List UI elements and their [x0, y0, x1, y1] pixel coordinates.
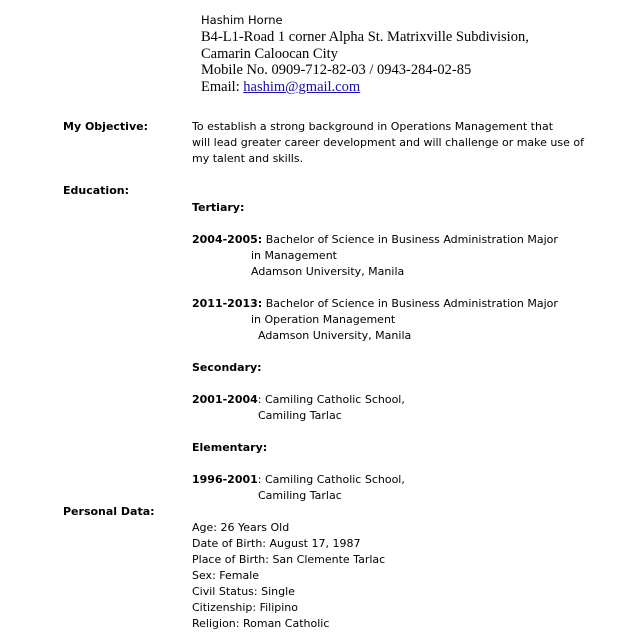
address-line-1: B4-L1-Road 1 corner Alpha St. Matrixville Subdivision, — [201, 29, 529, 45]
address-line-2: Camarin Caloocan City — [201, 46, 338, 62]
mobile-number: Mobile No. 0909-712-82-03 / 0943-284-02-85 — [201, 62, 472, 78]
personal-date-of-birth: Date of Birth: August 17, 1987 — [192, 537, 361, 550]
tertiary-entry-2-degree: Bachelor of Science in Business Administration Major — [262, 297, 558, 310]
email-line — [201, 79, 360, 96]
personal-age: Age: 26 Years Old — [192, 521, 290, 534]
secondary-heading: Secondary: — [192, 361, 262, 374]
elementary-years: 1996-2001 — [192, 473, 258, 486]
tertiary-entry-1-major: in Management — [251, 249, 337, 262]
secondary-location: Camiling Tarlac — [258, 409, 342, 422]
personal-civil-status: Civil Status: Single — [192, 585, 295, 598]
tertiary-entry-1-years: 2004-2005: — [192, 233, 263, 246]
objective-line: my talent and skills. — [192, 152, 304, 165]
email-link[interactable]: hashim@gmail.com — [243, 79, 361, 95]
secondary-line-1 — [192, 392, 405, 408]
applicant-name: Hashim Horne — [201, 13, 283, 27]
elementary-line-1 — [192, 472, 405, 488]
tertiary-entry-2-major: in Operation Management — [251, 313, 396, 326]
tertiary-entry-2-years: 2011-2013: — [192, 297, 263, 310]
personal-citizenship: Citizenship: Filipino — [192, 601, 298, 614]
secondary-years: 2001-2004 — [192, 393, 258, 406]
tertiary-entry-2-line-1 — [192, 296, 558, 312]
tertiary-entry-1-degree: Bachelor of Science in Business Administration Major — [262, 233, 558, 246]
objective-label: My Objective: — [63, 120, 148, 133]
education-label: Education: — [63, 184, 129, 197]
objective-line: will lead greater career development and will challenge or make use of — [192, 136, 584, 149]
elementary-location: Camiling Tarlac — [258, 489, 342, 502]
secondary-school: : Camiling Catholic School, — [257, 393, 405, 406]
tertiary-entry-1-line-1 — [192, 232, 558, 248]
personal-data-label: Personal Data: — [63, 505, 155, 518]
tertiary-heading: Tertiary: — [192, 201, 245, 214]
elementary-school: : Camiling Catholic School, — [257, 473, 405, 486]
elementary-heading: Elementary: — [192, 441, 268, 454]
tertiary-entry-2-school: Adamson University, Manila — [258, 329, 412, 342]
objective-line: To establish a strong background in Operations Management that — [192, 120, 554, 133]
email-label: Email: — [201, 79, 244, 95]
personal-sex: Sex: Female — [192, 569, 260, 582]
tertiary-entry-1-school: Adamson University, Manila — [251, 265, 405, 278]
personal-place-of-birth: Place of Birth: San Clemente Tarlac — [192, 553, 386, 566]
personal-religion: Religion: Roman Catholic — [192, 617, 330, 630]
